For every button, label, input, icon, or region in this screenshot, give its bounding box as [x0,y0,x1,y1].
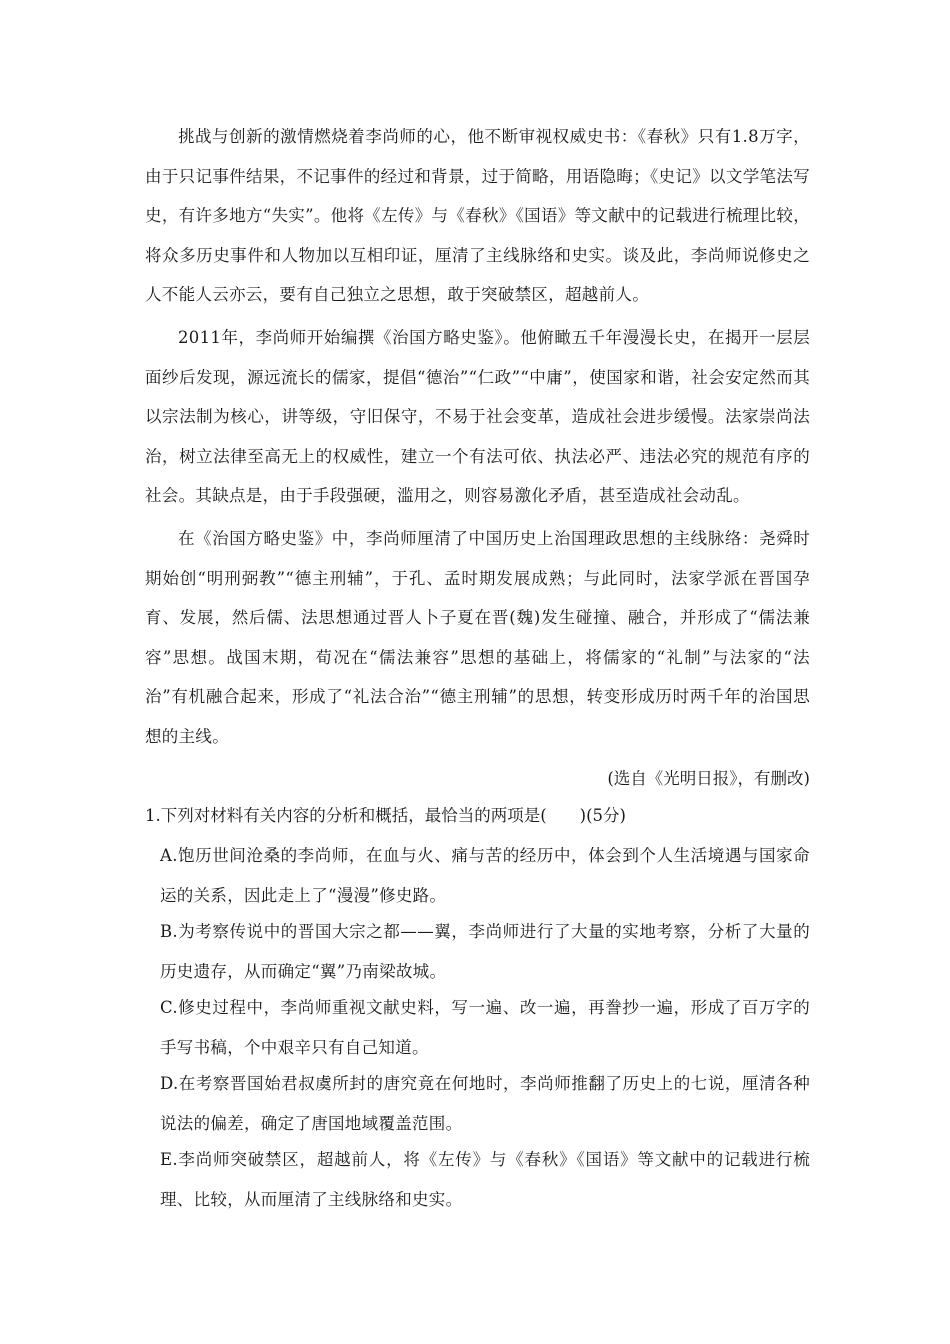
option-c: C.修史过程中，李尚师重视文献史料，写一遍、改一遍，再誊抄一遍，形成了百万字的手写书稿，个中艰辛只有自己知道。 [160,998,810,1057]
paragraph-3: 在《治国方略史鉴》中，李尚师厘清了中国历史上治国理政思想的主线脉络：尧舜时期始创“明刑弼教”“德主刑辅”，于孔、孟时期发展成熟；与此同时，法家学派在晋国孕育、发展，然后儒、法思想通过晋人卜子夏在晋(魏)发生碰撞、融合，并形成了“儒法兼容”思想。战国末期，荀况在“儒法兼容”思想的基础上，将儒家的“礼制”与法家的“法治”有机融合起来，形成了“礼法合治”“德主刑辅”的思想，转变形成历时两千年的治国思想的主线。 [145,529,810,746]
paragraph-1: 挑战与创新的激情燃烧着李尚师的心，他不断审视权威史书：《春秋》只有1.8万字，由于只记事件结果，不记事件的经过和背景，过于简略，用语隐晦；《史记》以文学笔法写史，有许多地方“失实”。他将《左传》与《春秋》《国语》等文献中的记载进行梳理比较，将众多历史事件和人物加以互相印证，厘清了主线脉络和史实。谈及此，李尚师说修史之人不能人云亦云，要有自己独立之思想，敢于突破禁区，超越前人。 [145,127,810,304]
option-e: E.李尚师突破禁区，超越前人，将《左传》与《春秋》《国语》等文献中的记载进行梳理、比较，从而厘清了主线脉络和史实。 [160,1150,810,1209]
paragraph-2: 2011年，李尚师开始编撰《治国方略史鉴》。他俯瞰五千年漫漫长史，在揭开一层层面纱后发现，源远流长的儒家，提倡“德治”“仁政”“中庸”，使国家和谐，社会安定然而其以宗法制为核心，讲等级，守旧保守，不易于社会变革，造成社会进步缓慢。法家崇尚法治，树立法律至高无上的权威性，建立一个有法可依、执法必严、违法必究的规范有序的社会。其缺点是，由于手段强硬，滥用之，则容易激化矛盾，甚至造成社会动乱。 [145,328,810,505]
option-b: B.为考察传说中的晋国大宗之都——翼，李尚师进行了大量的实地考察，分析了大量的历史遗存，从而确定“翼”乃南梁故城。 [160,922,810,981]
question-stem: 1.下列对材料有关内容的分析和概括，最恰当的两项是( )(5分) [145,806,626,825]
option-d: D.在考察晋国始君叔虞所封的唐究竟在何地时，李尚师推翻了历史上的七说，厘清各种说法的偏差，确定了唐国地域覆盖范围。 [160,1074,810,1133]
option-a: A.饱历世间沧桑的李尚师，在血与火、痛与苦的经历中，体会到个人生活境遇与国家命运的关系，因此走上了“漫漫”修史路。 [160,846,810,905]
source-citation: (选自《光明日报》，有删改) [607,769,810,788]
